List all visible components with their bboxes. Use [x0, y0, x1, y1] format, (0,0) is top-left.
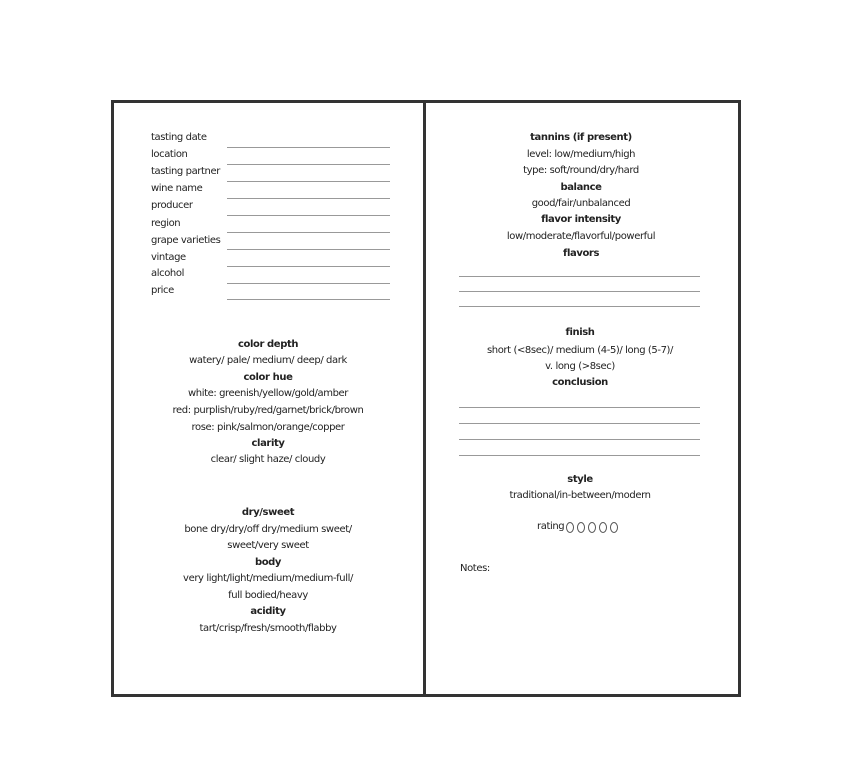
style-options: traditional/in-between/modern — [509, 490, 651, 501]
body-title: body — [254, 557, 282, 568]
style-title: style — [567, 474, 593, 485]
field-label-wine-name: wine name — [151, 183, 203, 194]
field-line-grape-varieties[interactable] — [227, 249, 390, 250]
color-hue-red: red: purplish/ruby/red/garnet/brick/brown — [172, 405, 364, 416]
panel-divider — [423, 100, 426, 697]
clarity-title: clarity — [251, 438, 285, 449]
field-line-wine-name[interactable] — [227, 198, 390, 199]
field-label-price: price — [151, 285, 174, 296]
color-depth-title: color depth — [237, 339, 299, 350]
finish-line-1: short (<8sec)/ medium (4-5)/ long (5-7)/ — [486, 345, 674, 356]
field-line-tasting-date[interactable] — [227, 147, 390, 148]
clarity-options: clear/ slight haze/ cloudy — [210, 454, 326, 465]
flavors-title: flavors — [563, 248, 599, 259]
color-hue-rose: rose: pink/salmon/orange/copper — [191, 422, 345, 433]
field-line-producer[interactable] — [227, 215, 390, 216]
field-line-region[interactable] — [227, 232, 390, 233]
field-label-region: region — [151, 218, 181, 229]
rating-circle[interactable] — [577, 522, 585, 533]
color-hue-white: white: greenish/yellow/gold/amber — [187, 388, 349, 399]
field-label-vintage: vintage — [151, 252, 186, 263]
field-label-alcohol: alcohol — [151, 268, 184, 279]
dry-sweet-line-1: bone dry/dry/off dry/medium sweet/ — [184, 524, 352, 535]
field-label-tasting-partner: tasting partner — [151, 166, 220, 177]
balance-title: balance — [560, 182, 602, 193]
rating-circles — [566, 522, 621, 533]
tannins-type: type: soft/round/dry/hard — [523, 165, 639, 176]
conclusion-line-2[interactable] — [459, 423, 700, 424]
flavor-intensity-title: flavor intensity — [541, 214, 621, 225]
rating — [537, 521, 621, 533]
finish-line-2: v. long (>8sec) — [545, 361, 615, 372]
rating-circle[interactable] — [588, 522, 596, 533]
rating-circle[interactable] — [599, 522, 607, 533]
field-label-tasting-date: tasting date — [151, 132, 207, 143]
flavors-line-1[interactable] — [459, 276, 700, 277]
balance-options: good/fair/unbalanced — [531, 198, 631, 209]
tannins-title: tannins (if present) — [530, 132, 632, 143]
rating-circle[interactable] — [610, 522, 618, 533]
acidity-title: acidity — [250, 606, 286, 617]
field-line-tasting-partner[interactable] — [227, 181, 390, 182]
color-hue-title: color hue — [243, 372, 293, 383]
conclusion-line-1[interactable] — [459, 407, 700, 408]
flavors-line-2[interactable] — [459, 291, 700, 292]
field-line-alcohol[interactable] — [227, 283, 390, 284]
rating-circle[interactable] — [566, 522, 574, 533]
dry-sweet-title: dry/sweet — [241, 507, 295, 518]
field-label-grape-varieties: grape varieties — [151, 235, 221, 246]
body-line-2: full bodied/heavy — [228, 590, 308, 601]
flavor-intensity-options: low/moderate/flavorful/powerful — [506, 231, 656, 242]
acidity-options: tart/crisp/fresh/smooth/flabby — [199, 623, 337, 634]
field-line-location[interactable] — [227, 164, 390, 165]
conclusion-line-4[interactable] — [459, 455, 700, 456]
field-label-producer: producer — [151, 200, 193, 211]
rating-label: rating — [537, 521, 565, 532]
finish-title: finish — [565, 327, 595, 338]
body-line-1: very light/light/medium/medium-full/ — [183, 573, 353, 584]
field-line-vintage[interactable] — [227, 266, 390, 267]
field-line-price[interactable] — [227, 299, 390, 300]
flavors-line-3[interactable] — [459, 306, 700, 307]
field-label-location: location — [151, 149, 188, 160]
tannins-level: level: low/medium/high — [526, 149, 636, 160]
conclusion-line-3[interactable] — [459, 439, 700, 440]
conclusion-title: conclusion — [552, 377, 608, 388]
dry-sweet-line-2: sweet/very sweet — [227, 540, 309, 551]
color-depth-options: watery/ pale/ medium/ deep/ dark — [189, 355, 347, 366]
notes-label: Notes: — [460, 563, 490, 574]
